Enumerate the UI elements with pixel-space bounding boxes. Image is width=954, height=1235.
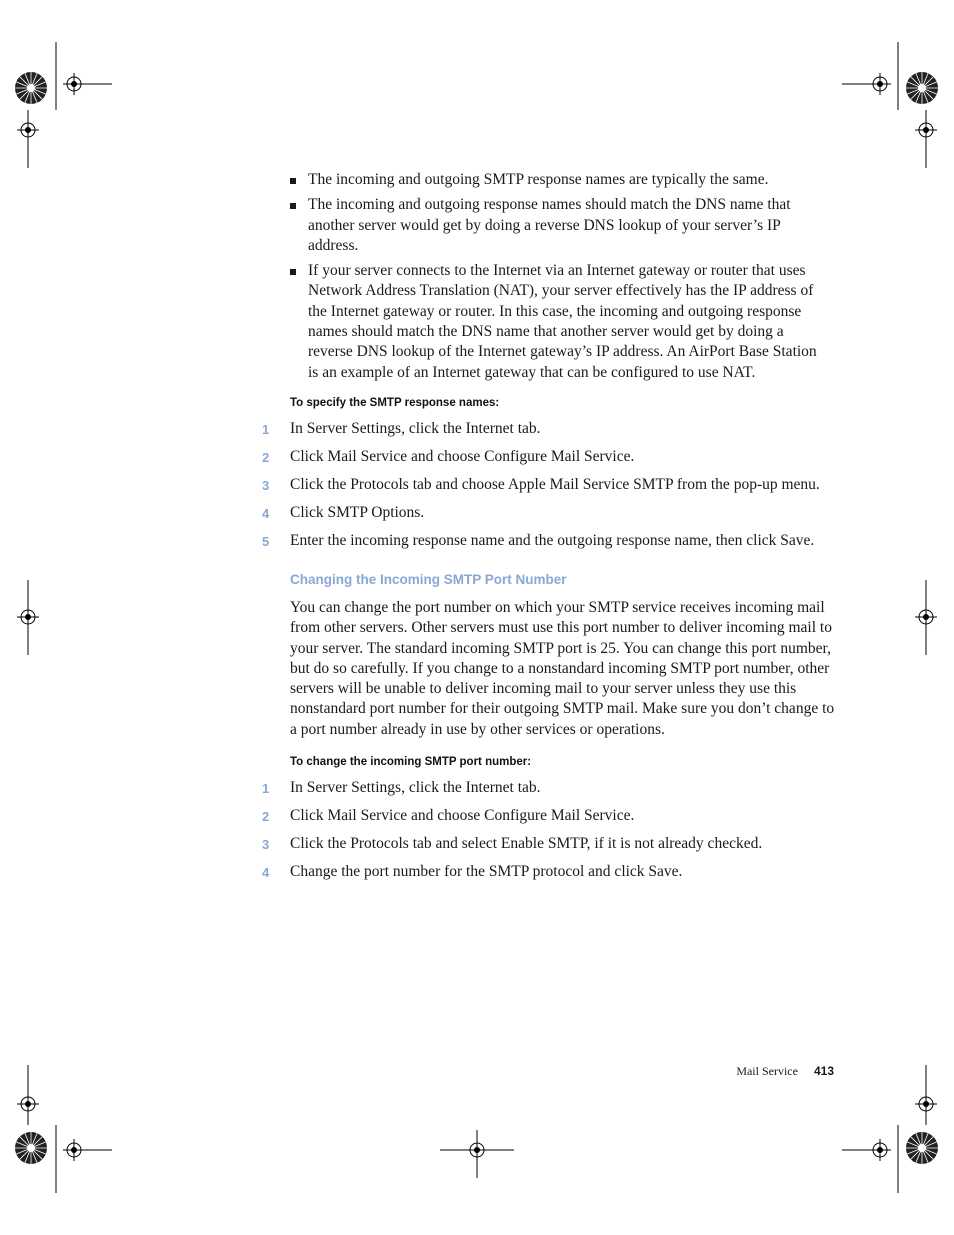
list-item: The incoming and outgoing response names should match the DNS name that another server would get by doing a reverse DNS lookup of your server’s IP address. [258, 195, 828, 256]
step-number: 2 [262, 809, 270, 825]
procedure-title: To specify the SMTP response names: [290, 396, 500, 409]
page-footer [700, 1064, 834, 1079]
page-number: 413 [813, 1064, 834, 1078]
bullet-icon [290, 203, 296, 209]
step-number: 4 [262, 505, 270, 521]
procedure-title: To change the incoming SMTP port number: [290, 756, 532, 769]
procedure-steps [258, 419, 838, 559]
step-item: 1 In Server Settings, click the Internet tab. [258, 419, 838, 447]
step-number: 3 [262, 477, 270, 493]
list-item: If your server connects to the Internet via an Internet gateway or router that uses Network Address Translation (NAT), your server effectively has the IP address of the Internet gateway or router. In this case, the incoming and outgoing response names should match the DNS name that another server would get by doing a reverse DNS lookup of the Internet gateway’s IP address. An AirPort Base Station is an example of an Internet gateway that can be configured to use NAT. [258, 261, 828, 383]
procedure-steps [258, 778, 838, 890]
step-item: 1 In Server Settings, click the Internet tab. [258, 778, 838, 806]
section-paragraph: You can change the port number on which your SMTP service receives incoming mail from other servers. Other servers must use this port number to deliver incoming mail to your server. The standard incoming SMTP port is 25. You can change this port number, but do so carefully. If you change to a nonstandard incoming SMTP port number, other servers will be unable to deliver incoming mail to your server unless they use this nonstandard port number for their outgoing SMTP mail. Make sure you don’t change to a port number already in use by other services or operations. [290, 598, 835, 738]
footer-section-name: Mail Service [736, 1064, 798, 1078]
section-heading: Changing the Incoming SMTP Port Number [290, 571, 567, 587]
step-item: 3 Click the Protocols tab and choose Apple Mail Service SMTP from the pop-up menu. [258, 475, 838, 503]
step-item: 5 Enter the incoming response name and the outgoing response name, then click Save. [258, 531, 838, 559]
step-item: 2 Click Mail Service and choose Configure Mail Service. [258, 447, 838, 475]
step-item: 3 Click the Protocols tab and select Enable SMTP, if it is not already checked. [258, 834, 838, 862]
step-number: 2 [262, 449, 270, 465]
step-item: 4 Change the port number for the SMTP protocol and click Save. [258, 862, 838, 890]
step-number: 3 [262, 837, 270, 853]
step-number: 4 [262, 865, 270, 881]
step-number: 1 [262, 421, 270, 437]
step-item: 4 Click SMTP Options. [258, 503, 838, 531]
bullet-list [258, 170, 838, 383]
step-number: 5 [262, 533, 270, 549]
list-item: The incoming and outgoing SMTP response names are typically the same. [258, 170, 828, 190]
step-item: 2 Click Mail Service and choose Configure Mail Service. [258, 806, 838, 834]
bullet-icon [290, 178, 296, 184]
bullet-icon [290, 269, 296, 275]
page-content [258, 170, 838, 890]
step-number: 1 [262, 781, 270, 797]
